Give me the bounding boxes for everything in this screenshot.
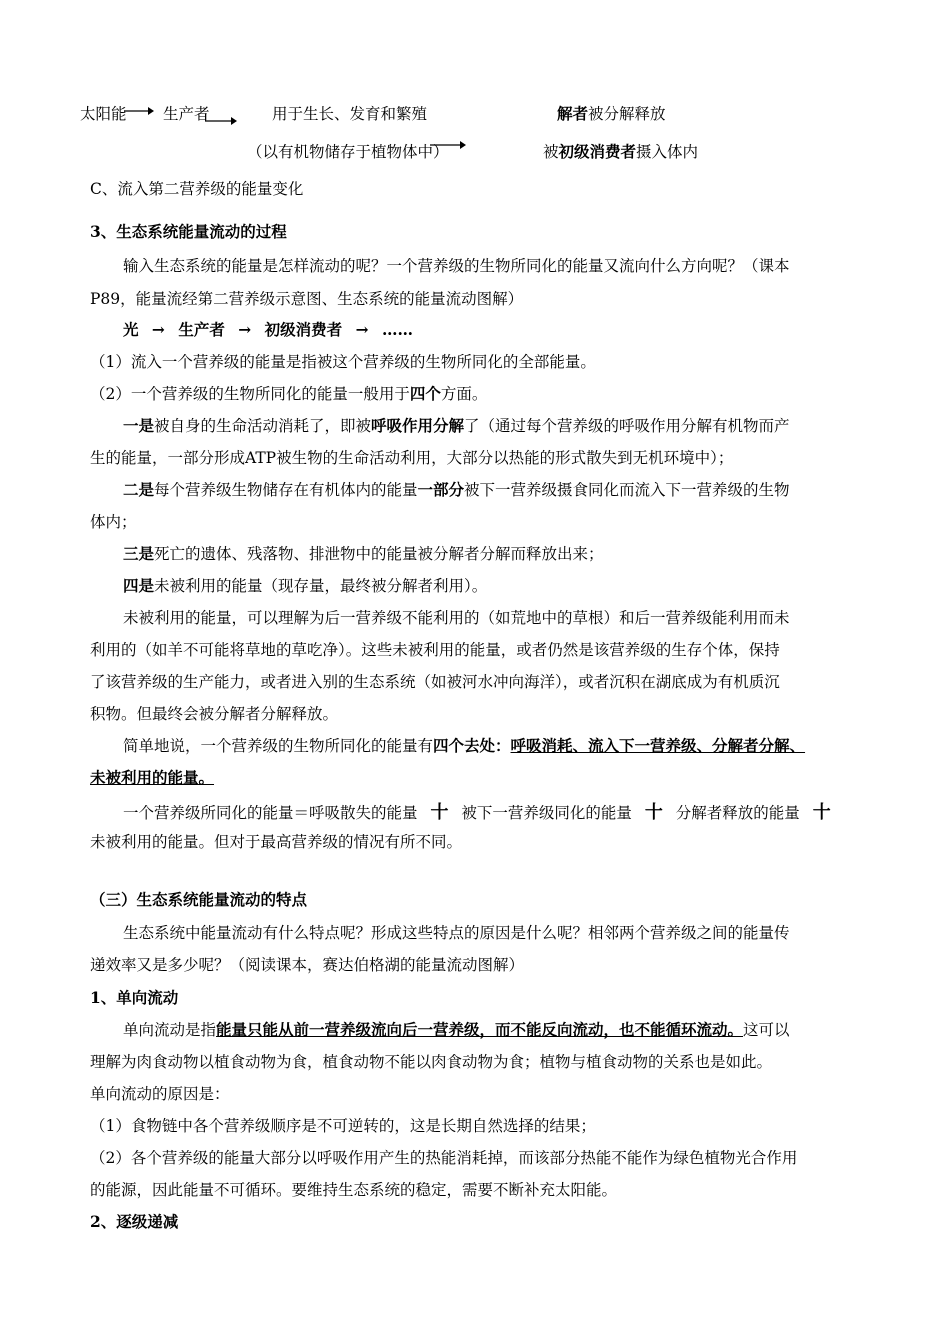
use-four-label: 四是 bbox=[123, 576, 155, 595]
reason-2-cont: 的能源，因此能量不可循环。要维持生态系统的稳定，需要不断补充太阳能。 bbox=[90, 1181, 618, 1199]
use-two-bold: 一部分 bbox=[417, 480, 465, 499]
use-three bbox=[90, 542, 898, 564]
arrow-producer-icon bbox=[205, 112, 237, 126]
features-heading: （三）生态系统能量流动的特点 bbox=[90, 890, 308, 909]
chain-ellipsis: …… bbox=[381, 320, 413, 339]
use-one-text: 被自身的生命活动消耗了，即被 bbox=[154, 417, 372, 435]
diagram-decomposer bbox=[557, 102, 666, 124]
chain-arrow-icon: → bbox=[355, 320, 369, 339]
use-one-cont: 生的能量，一部分形成ATP被生物的生命活动利用，大部分以热能的形式散失到无机环境中）； bbox=[90, 449, 734, 467]
unused-4: 积物。但最终会被分解者分解释放。 bbox=[90, 705, 339, 723]
equation-part-1: 一个营养级所同化的能量＝呼吸散失的能量 bbox=[123, 804, 418, 822]
one-way-heading: 1、单向流动 bbox=[90, 988, 179, 1007]
section3-heading: 3、生态系统能量流动的过程 bbox=[90, 222, 287, 241]
diagram-sun: 太阳能 bbox=[80, 105, 127, 123]
section3-intro-1: 输入生态系统的能量是怎样流动的呢？一个营养级的生物所同化的能量又流向什么方向呢？（课本 bbox=[123, 257, 790, 275]
section3-intro-2: P89，能量流经第二营养级示意图、生态系统的能量流动图解） bbox=[90, 290, 524, 308]
point-2-text: （2）一个营养级的生物所同化的能量一般用于 bbox=[90, 385, 410, 403]
equation-part-3: 分解者释放的能量 bbox=[675, 804, 800, 822]
diagram-consumer bbox=[543, 140, 698, 162]
use-two bbox=[90, 478, 898, 500]
energy-equation bbox=[90, 798, 898, 824]
arrow-sun-producer-icon bbox=[124, 104, 154, 118]
c-heading: C、流入第二营养级的能量变化 bbox=[90, 180, 304, 198]
unused-1: 未被利用的能量，可以理解为后一营养级不能利用的（如荒地中的草根）和后一营养级能利用而未 bbox=[123, 609, 790, 627]
chain-producer: 生产者 bbox=[178, 320, 225, 339]
features-intro-1: 生态系统中能量流动有什么特点呢？形成这些特点的原因是什么呢？相邻两个营养级之间的能量传 bbox=[123, 924, 790, 942]
use-two-text: 每个营养级生物储存在有机体内的能量 bbox=[154, 481, 418, 499]
simple-underlined: 呼吸消耗、流入下一营养级、分解者分解、 bbox=[510, 736, 806, 755]
equation-part-2: 被下一营养级同化的能量 bbox=[461, 804, 632, 822]
reason-1: （1）食物链中各个营养级顺序是不可逆转的，这是长期自然选择的结果； bbox=[90, 1117, 596, 1135]
features-intro-2: 递效率又是多少呢？（阅读课本，赛达伯格湖的能量流动图解） bbox=[90, 956, 525, 974]
use-three-text: 死亡的遗体、残落物、排泄物中的能量被分解者分解而释放出来； bbox=[154, 545, 604, 563]
definition-underlined: 能量只能从前一营养级流向后一营养级，而不能反向流动，也不能循环流动。 bbox=[216, 1020, 744, 1039]
use-one-bold: 呼吸作用分解 bbox=[371, 416, 465, 435]
simple-summary bbox=[90, 734, 898, 756]
use-three-label: 三是 bbox=[123, 544, 155, 563]
point-1: （1）流入一个营养级的能量是指被这个营养级的生物所同化的全部能量。 bbox=[90, 353, 596, 371]
arrow-stored-icon bbox=[430, 138, 466, 152]
plus-icon: 十 bbox=[644, 802, 663, 823]
one-way-definition-cont: 理解为肉食动物以植食动物为食，植食动物不能以肉食动物为食；植物与植食动物的关系也是如此。 bbox=[90, 1053, 773, 1071]
plus-icon: 十 bbox=[812, 802, 831, 823]
use-four bbox=[90, 574, 898, 596]
simple-bold: 四个去处： bbox=[433, 736, 511, 755]
use-one bbox=[90, 414, 898, 436]
simple-text: 简单地说，一个营养级的生物所同化的能量有 bbox=[123, 737, 434, 755]
plus-icon: 十 bbox=[430, 802, 449, 823]
decomposer-rest: 被分解释放 bbox=[588, 105, 666, 123]
definition-rest: 这可以 bbox=[743, 1021, 790, 1039]
use-one-rest: 了（通过每个营养级的呼吸作用分解有机物而产 bbox=[464, 417, 790, 435]
consumer-bold: 初级消费者 bbox=[558, 142, 637, 161]
chain-light: 光 bbox=[123, 320, 139, 339]
unused-3: 了该营养级的生产能力，或者进入别的生态系统（如被河水冲向海洋），或者沉积在湖底成为有机质沉 bbox=[90, 673, 780, 691]
diagram-producer: 生产者 bbox=[163, 105, 210, 123]
chain-primary-consumer: 初级消费者 bbox=[264, 320, 343, 339]
chain-arrow-icon: → bbox=[151, 320, 165, 339]
diagram-stored: （以有机物储存于植物体中） bbox=[247, 143, 449, 161]
decrease-heading: 2、逐级递减 bbox=[90, 1212, 179, 1231]
point-2 bbox=[90, 382, 865, 404]
consumer-rest: 摄入体内 bbox=[636, 143, 699, 161]
decomposer-bold: 解者 bbox=[557, 104, 589, 123]
definition-text: 单向流动是指 bbox=[123, 1021, 217, 1039]
use-four-text: 未被利用的能量（现存量，最终被分解者利用）。 bbox=[154, 577, 488, 595]
use-two-cont: 体内； bbox=[90, 513, 137, 531]
unused-2: 利用的（如羊不可能将草地的草吃净）。这些未被利用的能量，或者仍然是该营养级的生存个体，保持 bbox=[90, 641, 780, 659]
one-way-reason: 单向流动的原因是： bbox=[90, 1085, 230, 1103]
use-one-label: 一是 bbox=[123, 416, 155, 435]
use-two-label: 二是 bbox=[123, 480, 155, 499]
energy-equation-cont: 未被利用的能量。但对于最高营养级的情况有所不同。 bbox=[90, 833, 463, 851]
simple-underlined-2: 未被利用的能量。 bbox=[90, 768, 215, 787]
use-two-rest: 被下一营养级摄食同化而流入下一营养级的生物 bbox=[464, 481, 790, 499]
reason-2: （2）各个营养级的能量大部分以呼吸作用产生的热能消耗掉，而该部分热能不能作为绿色植物光合作用 bbox=[90, 1149, 798, 1167]
diagram-growth: 用于生长、发育和繁殖 bbox=[272, 105, 428, 123]
point-2-end: 方面。 bbox=[440, 385, 488, 403]
point-2-bold: 四个 bbox=[409, 384, 441, 403]
energy-chain bbox=[90, 318, 898, 340]
one-way-definition bbox=[90, 1018, 898, 1040]
consumer-prefix: 被 bbox=[543, 143, 559, 161]
chain-arrow-icon: → bbox=[238, 320, 252, 339]
simple-summary-cont bbox=[90, 766, 865, 788]
